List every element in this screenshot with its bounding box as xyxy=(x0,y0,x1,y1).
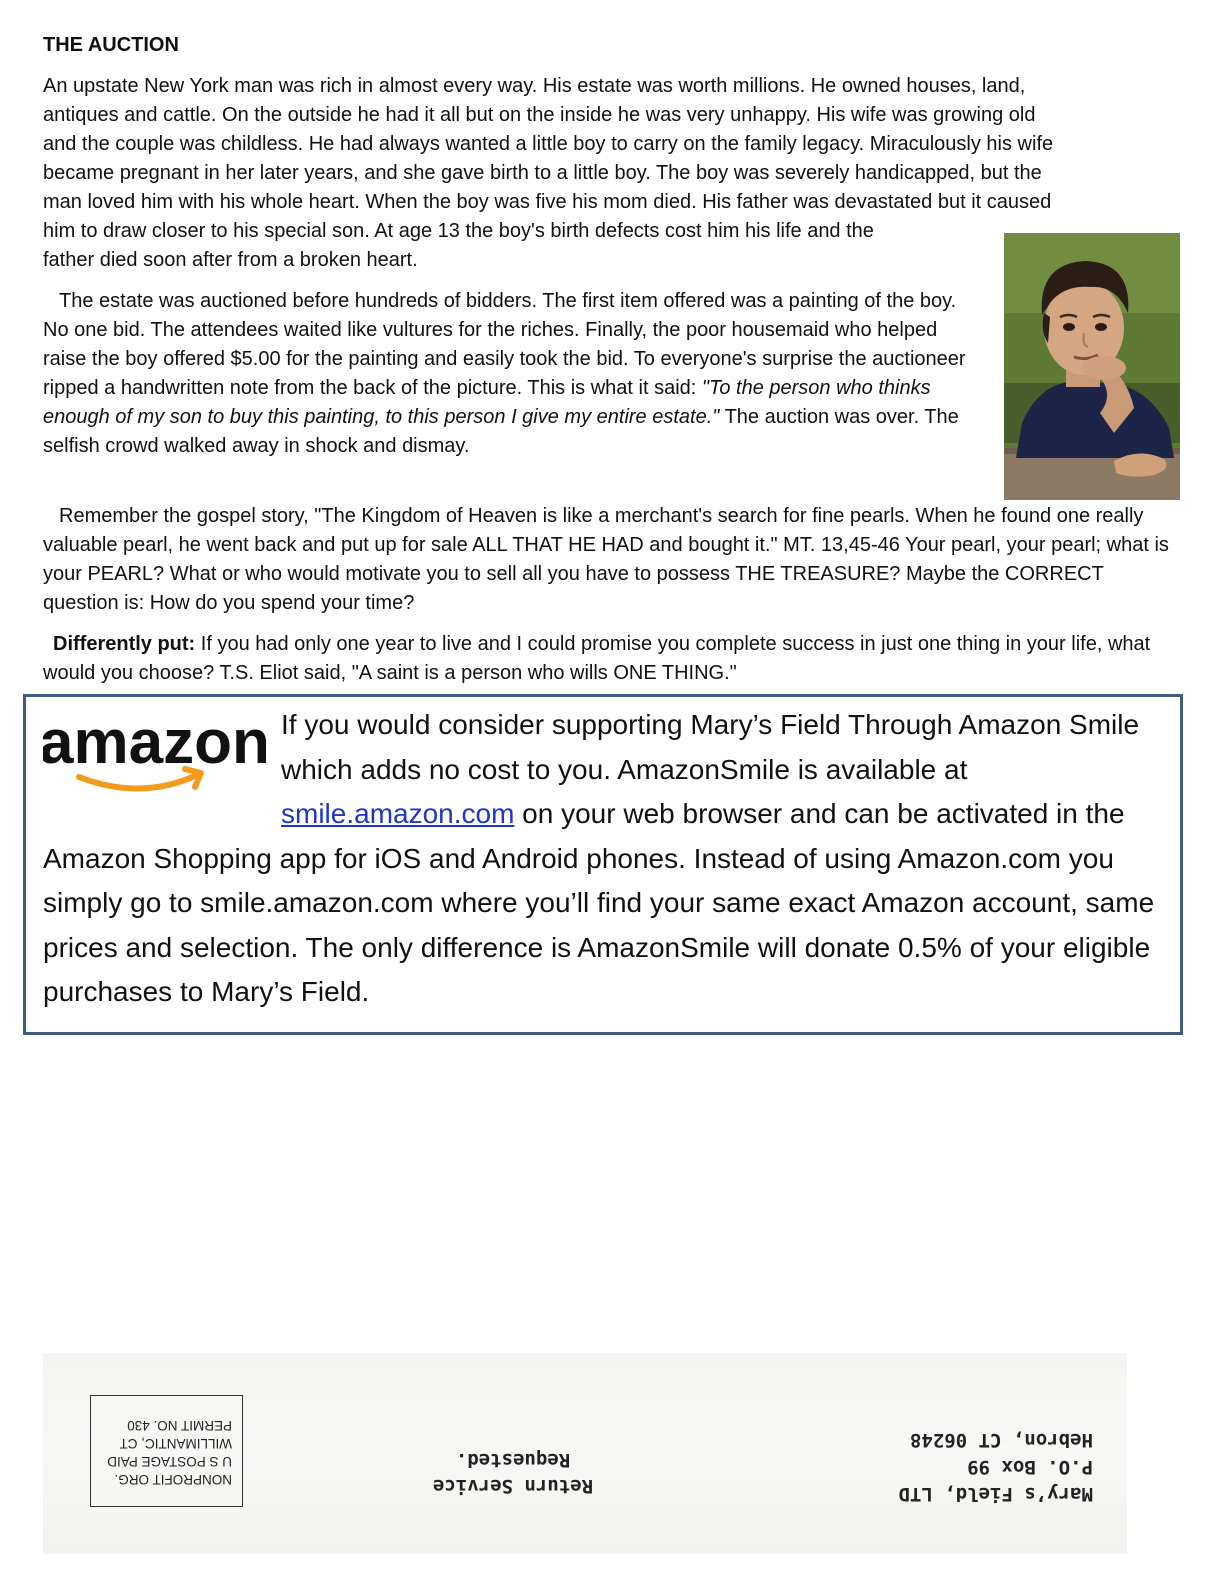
smile-amazon-link[interactable]: smile.amazon.com xyxy=(281,798,515,829)
amazon-smile-box xyxy=(23,694,1183,1035)
page-title: THE AUCTION xyxy=(43,34,179,56)
paragraph-text: The auction was over. The selfish crowd walked away in shock and dismay. xyxy=(43,406,959,457)
amazon-logo xyxy=(43,703,281,799)
article-paragraph-3: Remember the gospel story, "The Kingdom of Heaven is like a merchant's search for fine pearls. When he found one really valuable pearl, he went back and put up for sale ALL THAT HE HAD and bought it." MT. 13,45-46 Your pearl, your pearl; what is your PEARL? What or who would motivate you to sell all you have to possess THE TREASURE? Maybe the CORRECT question is: How do you spend your time? xyxy=(43,505,1169,614)
paragraph-line: him to draw closer to his special son. At age 13 the boy's birth defects cost him his life and the xyxy=(43,220,874,242)
permit-line: U S POSTAGE PAID xyxy=(107,1454,232,1469)
return-service-line: Return Service xyxy=(432,1475,594,1497)
paragraph-line: man loved him with his whole heart. When the boy was five his mom died. His father was devastated but it caused xyxy=(43,191,1052,213)
boy-photo xyxy=(1004,233,1180,500)
permit-line: NONPROFIT ORG. xyxy=(114,1472,232,1487)
address-line: Hebron, CT 06248 xyxy=(909,1429,1093,1451)
article-paragraph-4 xyxy=(43,630,1183,688)
return-address xyxy=(853,1426,1093,1507)
return-service-line: Requested. xyxy=(455,1449,571,1471)
return-service-requested xyxy=(413,1447,613,1499)
amazon-text-part: If you would consider supporting Mary’s Field Through Amazon Smile which adds no cost to you. AmazonSmile is available at xyxy=(281,709,1140,785)
amazon-logo-graphic xyxy=(43,703,275,799)
permit-line: WILLIMANTIC, CT xyxy=(119,1436,232,1451)
address-line: Mary’s Field, LTD xyxy=(898,1483,1093,1505)
paragraph-line: became pregnant in her later years, and she gave birth to a little boy. The boy was severely handicapped, but the xyxy=(43,162,1042,184)
permit-line: PERMIT NO. 430 xyxy=(127,1418,232,1433)
amazon-smile-text xyxy=(43,703,1175,1015)
paragraph-line: and the couple was childless. He had always wanted a little boy to carry on the family legacy. Miraculously his wife xyxy=(43,133,1054,155)
address-line: P.O. Box 99 xyxy=(967,1456,1093,1478)
amazon-logo-text: amazon xyxy=(43,708,270,777)
paragraph-line: father died soon after from a broken heart. xyxy=(43,249,418,271)
boy-illustration xyxy=(1004,233,1180,500)
paragraph-text: If you had only one year to live and I could promise you complete success in just one thing in your life, what would you choose? T.S. Eliot said, "A saint is a person who wills ONE THING." xyxy=(43,633,1151,684)
mailing-panel xyxy=(43,1353,1127,1554)
differently-put-label: Differently put: xyxy=(53,633,196,655)
paragraph-line: An upstate New York man was rich in almost every way. His estate was worth millions. He owned houses, land, xyxy=(43,75,1026,97)
paragraph-line: antiques and cattle. On the outside he had it all but on the inside he was very unhappy. His wife was growing old xyxy=(43,104,1036,126)
article-paragraph-2 xyxy=(43,287,978,461)
paragraph-text: The estate was auctioned before hundreds of bidders. The first item offered was a painting of the boy. No one bid. The attendees waited like vultures for the riches. Finally, the poor housemaid who helped raise the boy offered $5.00 for the painting and easily took the bid. To everyone's surprise the auctioneer ripped a handwritten note from the back of the picture. This is what it said: xyxy=(43,290,966,399)
note-quote: "To the person who thinks enough of my son to buy this painting, to this person I give my entire estate." xyxy=(43,377,931,428)
amazon-text-part: on your web browser and can be activated in the Amazon Shopping app for iOS and Android phones. Instead of using Amazon.com you simply go to smile.amazon.com where you’ll find your same exact Amazon account, same prices and selection. The only difference is AmazonSmile will donate 0.5% of your eligible purchases to Mary’s Field. xyxy=(43,798,1155,1007)
postage-permit-indicia xyxy=(90,1395,243,1507)
